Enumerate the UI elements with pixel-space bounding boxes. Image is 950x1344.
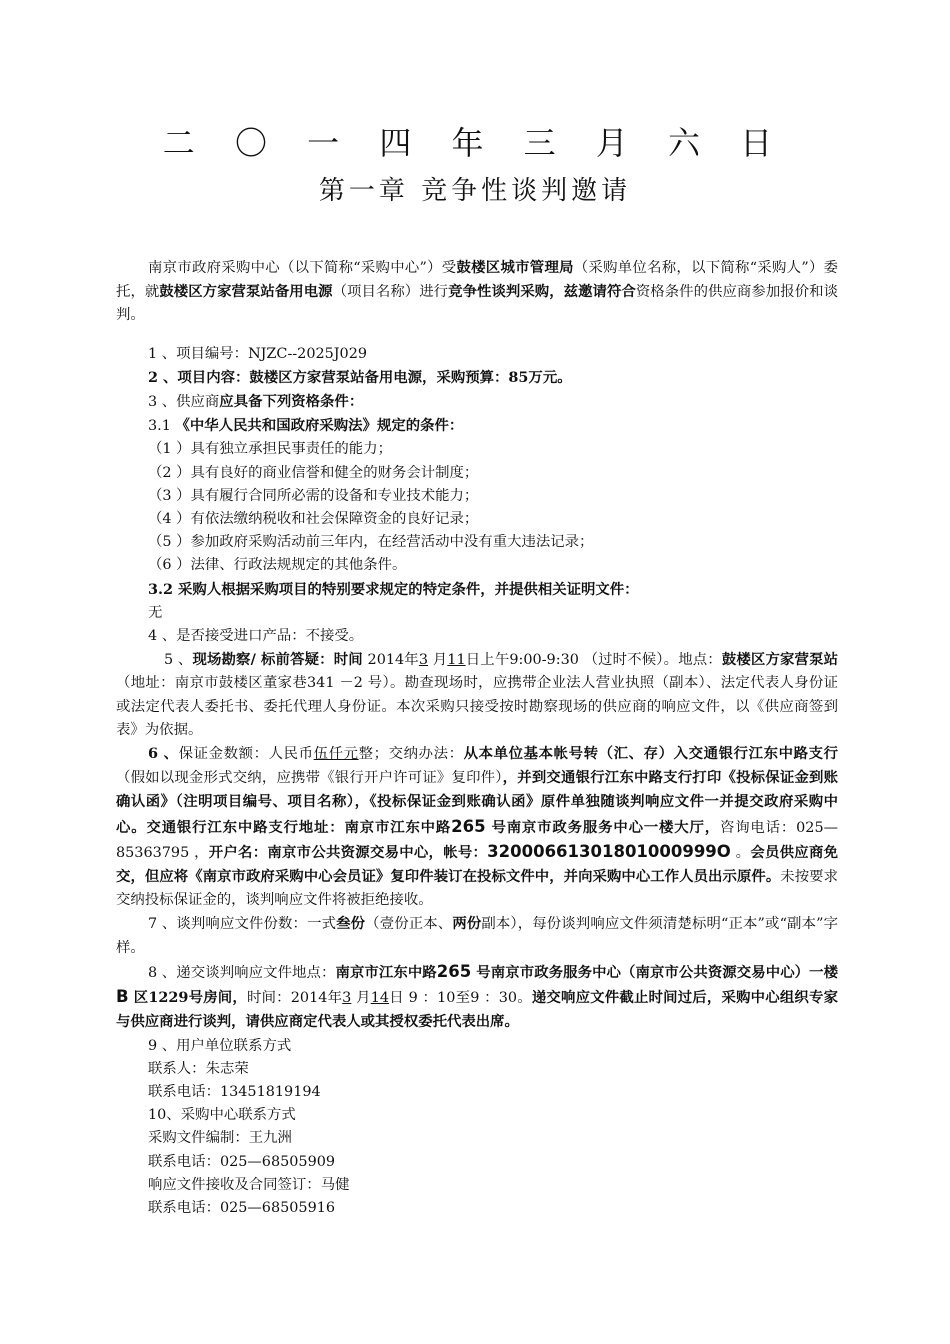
deposit-amount: 伍仟元 bbox=[313, 746, 359, 763]
center-contact-heading: 10、采购中心联系方式 bbox=[148, 1107, 296, 1124]
project-content: 2 、项目内容：鼓楼区方家营泵站备用电源，采购预算：85万元。 bbox=[148, 368, 572, 386]
intro-paragraph: 南京市政府采购中心（以下简称“采购中心”）受鼓楼区城市管理局（采购单位名称，以下简称“采购人”）委托，就鼓楼区方家营泵站备用电源（项目名称）进行竞争性谈判采购，兹邀请符合资格条件的供应商参加报价和谈判。 bbox=[116, 259, 839, 324]
qualification-heading: 3 、供应商应具备下列资格条件： bbox=[148, 393, 364, 411]
condition-item: （5 ）参加政府采购活动前三年内，在经营活动中没有重大违法记录； bbox=[148, 534, 594, 551]
site-survey-paragraph: 5 、现场勘察/ 标前答疑：时间 2014年3 月11日上午9:00-9:30 （过时不候）。地点：鼓楼区方家营泵站（地址：南京市鼓楼区董家巷341 －2 号）。勘查现场时，应携带企业法人营业执照（副本）、法定代表人身份证或法定代表人委托书、委托代理人身份证。本次采购只接受按时勘察现场的供应商的响应文件，以《供应商签到表》为依据。 bbox=[116, 651, 839, 738]
user-contact-heading: 9 、用户单位联系方式 bbox=[148, 1037, 292, 1054]
document-receiver: 响应文件接收及合同签订：马健 bbox=[148, 1176, 350, 1193]
submission-paragraph: 8 、递交谈判响应文件地点：南京市江东中路265 号南京市政务服务中心（南京市公共资源交易中心）一楼B 区1229号房间，时间：2014年3 月14日 9 ：10至9 ：30。递交响应文件截止时间过后，采购中心组织专家与供应商进行谈判，请供应商定代表人或其授权委托代表出席。 bbox=[116, 961, 838, 1031]
submission-month: 3 bbox=[342, 990, 352, 1007]
editor-phone: 联系电话：025—68505909 bbox=[148, 1153, 336, 1170]
condition-item: （4 ）有依法缴纳税收和社会保障资金的良好记录； bbox=[148, 511, 479, 528]
survey-month: 3 bbox=[418, 652, 429, 669]
document-body bbox=[116, 256, 838, 1220]
condition-item: （1 ）具有独立承担民事责任的能力； bbox=[148, 441, 392, 458]
deposit-paragraph: 6 、保证金数额：人民币伍仟元整；交纳办法：从本单位基本帐号转（汇、存）入交通银行江东中路支行（假如以现金形式交纳，应携带《银行开户许可证》复印件），并到交通银行江东中路支行打印《投标保证金到账确认函》（注明项目编号、项目名称），《投标保证金到账确认函》原件单独随谈判响应文件一并提交政府采购中心。交通银行江东中路支行地址：南京市江东中路265 号南京市政务服务中心一楼大厅，咨询电话：025—85363795 ，开户名：南京市公共资源交易中心，帐号：32000661301801000999O 。会员供应商免交，但应将《南京市政府采购中心会员证》复印件装订在投标文件中，并向采购中心工作人员出示原件。未按要求交纳投标保证金的，谈判响应文件将被拒绝接收。 bbox=[116, 745, 838, 909]
law-conditions-heading: 3.1 《中华人民共和国政府采购法》规定的条件： bbox=[148, 417, 464, 435]
condition-item: （6 ）法律、行政法规规定的其他条件。 bbox=[148, 557, 407, 574]
copies-paragraph: 7 、谈判响应文件份数：一式叁份（壹份正本、两份副本），每份谈判响应文件须清楚标明“正本”或“副本”字样。 bbox=[116, 915, 838, 956]
user-contact-person: 联系人：朱志荣 bbox=[148, 1060, 249, 1077]
special-conditions-value: 无 bbox=[148, 604, 163, 621]
bank-account-number: 32000661301801000999O bbox=[487, 841, 731, 861]
project-name: 鼓楼区方家营泵站备用电源 bbox=[159, 283, 333, 301]
survey-day: 11 bbox=[447, 652, 466, 669]
import-products: 4 、是否接受进口产品：不接受。 bbox=[148, 628, 364, 645]
chapter-title: 第一章 竞争性谈判邀请 bbox=[318, 176, 632, 206]
purchaser-name: 鼓楼区城市管理局 bbox=[456, 259, 574, 276]
submission-day: 14 bbox=[370, 990, 390, 1007]
receiver-phone: 联系电话：025—68505916 bbox=[148, 1199, 336, 1216]
user-contact-phone: 联系电话：13451819194 bbox=[148, 1083, 321, 1100]
condition-item: （3 ）具有履行合同所必需的设备和专业技术能力； bbox=[148, 487, 479, 504]
document-date: 二 〇 一 四 年 三 月 六 日 bbox=[162, 124, 788, 162]
project-number: 1 、项目编号：NJZC--2025J029 bbox=[148, 345, 368, 362]
document-editor: 采购文件编制：王九洲 bbox=[148, 1130, 292, 1147]
spacer bbox=[116, 328, 838, 343]
special-conditions-heading: 3.2 采购人根据采购项目的特别要求规定的特定条件，并提供相关证明文件： bbox=[148, 580, 639, 598]
condition-item: （2 ）具有良好的商业信誉和健全的财务会计制度； bbox=[148, 464, 479, 481]
